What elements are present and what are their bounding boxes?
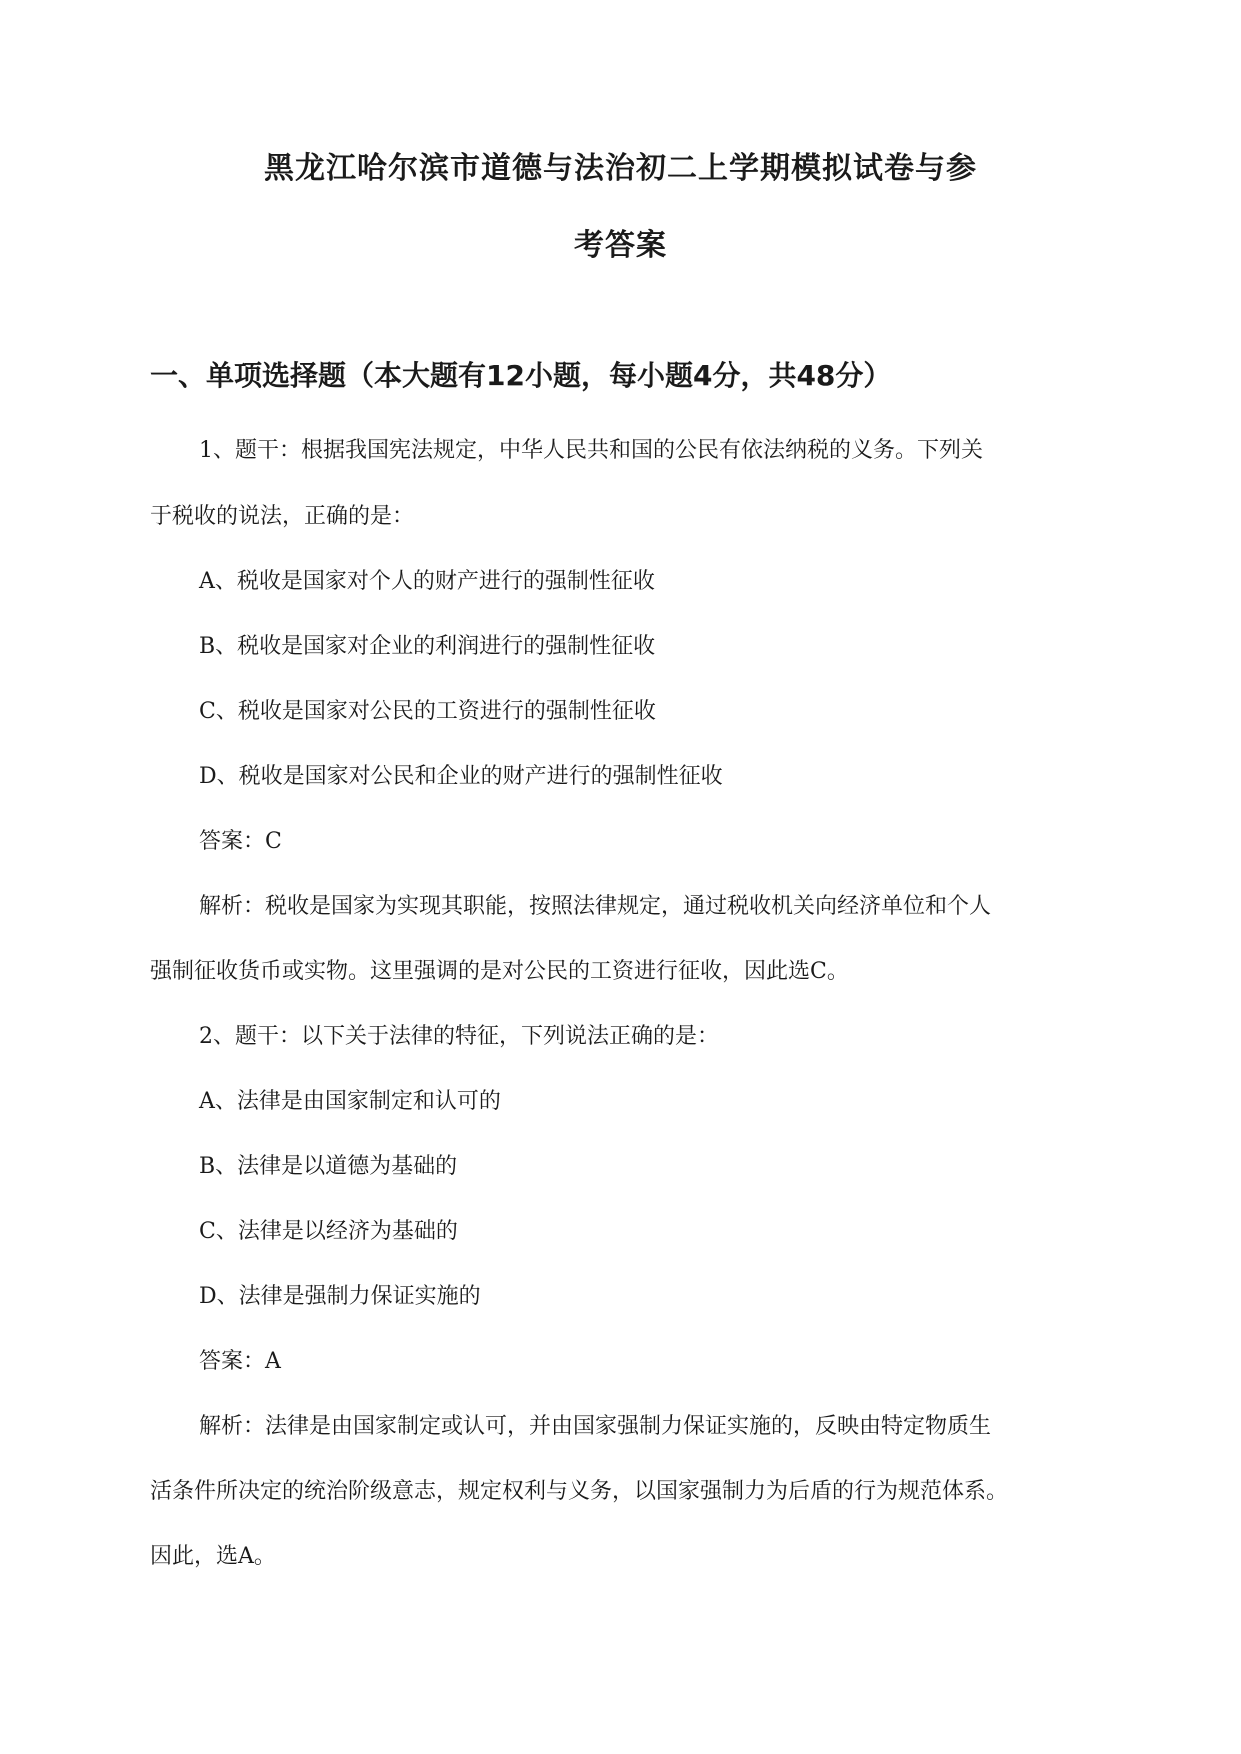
question-2-stem-line-1: 2、题干：以下关于法律的特征，下列说法正确的是： [199,1024,719,1049]
question-2-option-d: D、法律是强制力保证实施的 [199,1284,481,1309]
question-2-analysis-line-1: 解析：法律是由国家制定或认可，并由国家强制力保证实施的，反映由特定物质生 [199,1414,992,1439]
question-2-option-c: C、法律是以经济为基础的 [199,1219,458,1244]
question-1-option-d: D、税收是国家对公民和企业的财产进行的强制性征收 [199,764,723,789]
question-1-answer: 答案：C [199,829,282,854]
question-1-analysis-line-2: 强制征收货币或实物。这里强调的是对公民的工资进行征收，因此选C。 [150,959,849,984]
question-2-answer: 答案：A [199,1349,281,1374]
document-title-line-2: 考答案 [574,228,667,263]
question-1-option-b: B、税收是国家对企业的利润进行的强制性征收 [199,634,656,659]
question-1-option-a: A、税收是国家对个人的财产进行的强制性征收 [199,569,655,594]
question-2-option-a: A、法律是由国家制定和认可的 [199,1089,501,1114]
question-2-option-b: B、法律是以道德为基础的 [199,1154,458,1179]
document-title-line-1: 黑龙江哈尔滨市道德与法治初二上学期模拟试卷与参 [264,151,977,186]
question-2-analysis-line-3: 因此，选A。 [150,1544,276,1569]
section-heading-single-choice: 一、单项选择题（本大题有12小题，每小题4分，共48分） [150,359,892,392]
question-1-analysis-line-1: 解析：税收是国家为实现其职能，按照法律规定，通过税收机关向经济单位和个人 [199,894,992,919]
question-1-option-c: C、税收是国家对公民的工资进行的强制性征收 [199,699,656,724]
question-2-analysis-line-2: 活条件所决定的统治阶级意志，规定权利与义务，以国家强制力为后盾的行为规范体系。 [150,1479,1009,1504]
question-1-stem-line-1: 1、题干：根据我国宪法规定，中华人民共和国的公民有依法纳税的义务。下列关 [199,438,983,463]
question-1-stem-line-2: 于税收的说法，正确的是： [150,504,415,529]
